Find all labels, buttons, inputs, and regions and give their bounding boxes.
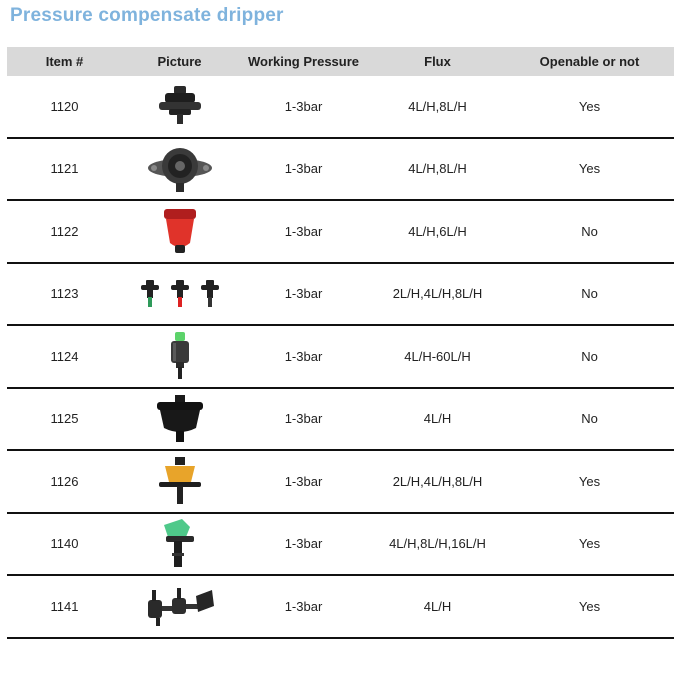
openable: Yes <box>578 536 601 552</box>
item-number: 1122 <box>50 223 79 239</box>
dripper-1126-icon <box>122 456 237 506</box>
table-row <box>7 76 674 139</box>
openable: No <box>581 286 598 302</box>
table-row <box>7 139 674 202</box>
header-pressure: Working Pressure <box>247 54 360 69</box>
item-number: 1125 <box>50 411 79 427</box>
flux: 4L/H,6L/H <box>408 223 467 239</box>
item-number: 1123 <box>50 286 79 302</box>
working-pressure: 1-3bar <box>284 98 323 114</box>
table-row <box>7 576 674 639</box>
flux: 2L/H,4L/H,8L/H <box>392 286 483 302</box>
working-pressure: 1-3bar <box>284 536 323 552</box>
item-number: 1121 <box>50 161 79 177</box>
dripper-1141-icon <box>122 584 237 628</box>
flux: 4L/H <box>423 411 452 427</box>
openable: No <box>581 348 598 364</box>
dripper-1140-icon <box>122 517 237 571</box>
dripper-1125-icon <box>122 394 237 444</box>
openable: Yes <box>578 161 601 177</box>
table-row <box>7 389 674 452</box>
flux: 4L/H <box>423 598 452 614</box>
table-row <box>7 264 674 327</box>
flux: 2L/H,4L/H,8L/H <box>392 473 483 489</box>
working-pressure: 1-3bar <box>284 598 323 614</box>
item-number: 1126 <box>50 473 79 489</box>
item-number: 1120 <box>50 98 79 114</box>
table-header <box>7 47 674 76</box>
working-pressure: 1-3bar <box>284 286 323 302</box>
item-number: 1141 <box>50 598 79 614</box>
working-pressure: 1-3bar <box>284 348 323 364</box>
header-openable: Openable or not <box>539 54 640 69</box>
item-number: 1124 <box>50 348 79 364</box>
table-row <box>7 451 674 514</box>
working-pressure: 1-3bar <box>284 223 323 239</box>
flux: 4L/H-60L/H <box>404 348 471 364</box>
openable: Yes <box>578 598 601 614</box>
working-pressure: 1-3bar <box>284 473 323 489</box>
working-pressure: 1-3bar <box>284 411 323 427</box>
product-table <box>7 47 674 639</box>
dripper-1122-icon <box>122 207 237 255</box>
flux: 4L/H,8L/H <box>408 161 467 177</box>
dripper-1123-icon <box>122 277 237 311</box>
openable: Yes <box>578 473 601 489</box>
flux: 4L/H,8L/H <box>408 98 467 114</box>
dripper-1120-icon <box>122 85 237 127</box>
dripper-1124-icon <box>122 331 237 381</box>
openable: No <box>581 223 598 239</box>
openable: Yes <box>578 98 601 114</box>
dripper-1121-icon <box>122 144 237 194</box>
working-pressure: 1-3bar <box>284 161 323 177</box>
header-flux: Flux <box>424 54 451 69</box>
header-picture: Picture <box>157 54 202 69</box>
table-row <box>7 514 674 577</box>
item-number: 1140 <box>50 536 79 552</box>
table-row <box>7 201 674 264</box>
page-title: Pressure compensate dripper <box>10 5 284 26</box>
openable: No <box>581 411 598 427</box>
flux: 4L/H,8L/H,16L/H <box>389 536 486 552</box>
header-item: Item # <box>45 54 84 69</box>
table-row <box>7 326 674 389</box>
